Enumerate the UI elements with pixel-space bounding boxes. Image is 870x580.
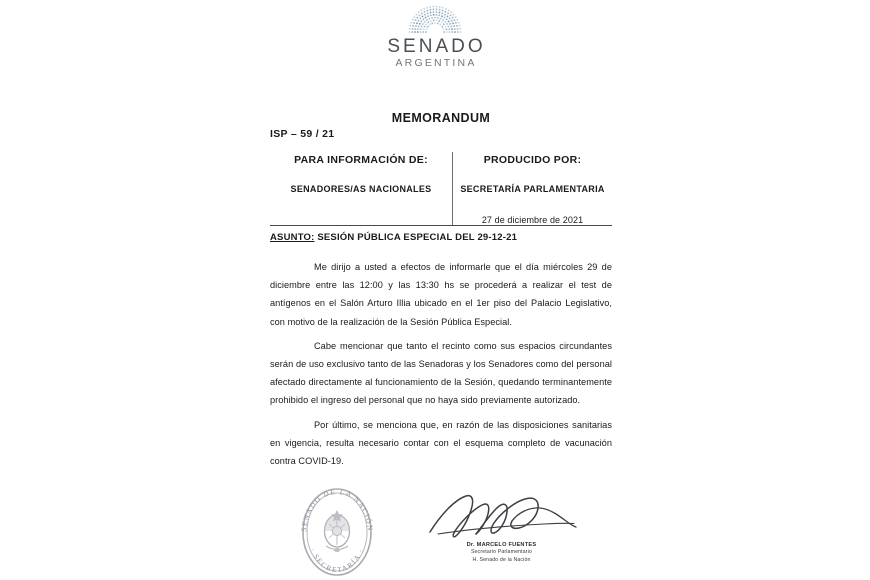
table-column-recipient [270,152,452,194]
senate-hemicycle-icon [392,4,478,34]
table-horizontal-divider [270,225,612,226]
recipient-value: SENADORES/AS NACIONALES [290,184,432,194]
signatory-institution: H. Senado de la Nación [472,556,531,563]
producer-value: SECRETARÍA PARLAMENTARIA [460,184,605,194]
recipient-header: PARA INFORMACIÓN DE: [294,154,428,166]
logo-senado-text: SENADO [387,36,486,57]
page-title: MEMORANDUM [391,111,491,125]
signature-caption [424,542,579,564]
subject-value: SESIÓN PÚBLICA ESPECIAL DEL 29-12-21 [317,232,518,243]
body-paragraph-2: Cabe mencionar que tanto el recinto como sus espacios circundantes serán de uso exclusivo tanto de las Senadoras y los Senadores como del personal afectado directamente al funcionamiento de la Sesión, quedando terminantemente prohibido el ingreso del personal que no haya sido previamente autorizado. [270,340,612,406]
signatory-name: Dr. MARCELO FUENTES [466,542,537,548]
signatory-role: Secretario Parlamentario [471,549,532,556]
producer-header: PRODUCIDO POR: [483,154,582,166]
subject-line [270,232,517,243]
document-date: 27 de diciembre de 2021 [481,215,584,225]
senate-logo [0,4,870,70]
memo-header-table [270,152,612,225]
handwritten-signature-icon [424,488,579,546]
subject-label: ASUNTO: [270,232,315,243]
table-column-producer [453,152,612,225]
document-body [270,258,612,470]
logo-argentina-text: ARGENTINA [395,57,477,69]
body-paragraph-3: Por último, se menciona que, en razón de las disposiciones sanitarias en vigencia, resulta necesario contar con el esquema completo de vacunación contra COVID-19. [270,419,612,467]
document-code: ISP – 59 / 21 [270,128,335,140]
svg-text:· SECRETARÍA ·: · SECRETARÍA · [308,546,366,575]
body-paragraph-1: Me dirijo a usted a efectos de informarle que el día miércoles 29 de diciembre entre las 12:00 y las 13:30 hs se procederá a realizar el test de antígenos en el Salón Arturo Illia ubicado en el 1er piso del Palacio Legislativo, con motivo de la realización de la Sesión Pública Especial. [270,262,612,327]
senate-seal-stamp-icon [296,484,378,578]
svg-text:SENADO DE LA NACIÓN: SENADO DE LA NACIÓN [299,486,376,532]
signature-block [424,488,579,578]
